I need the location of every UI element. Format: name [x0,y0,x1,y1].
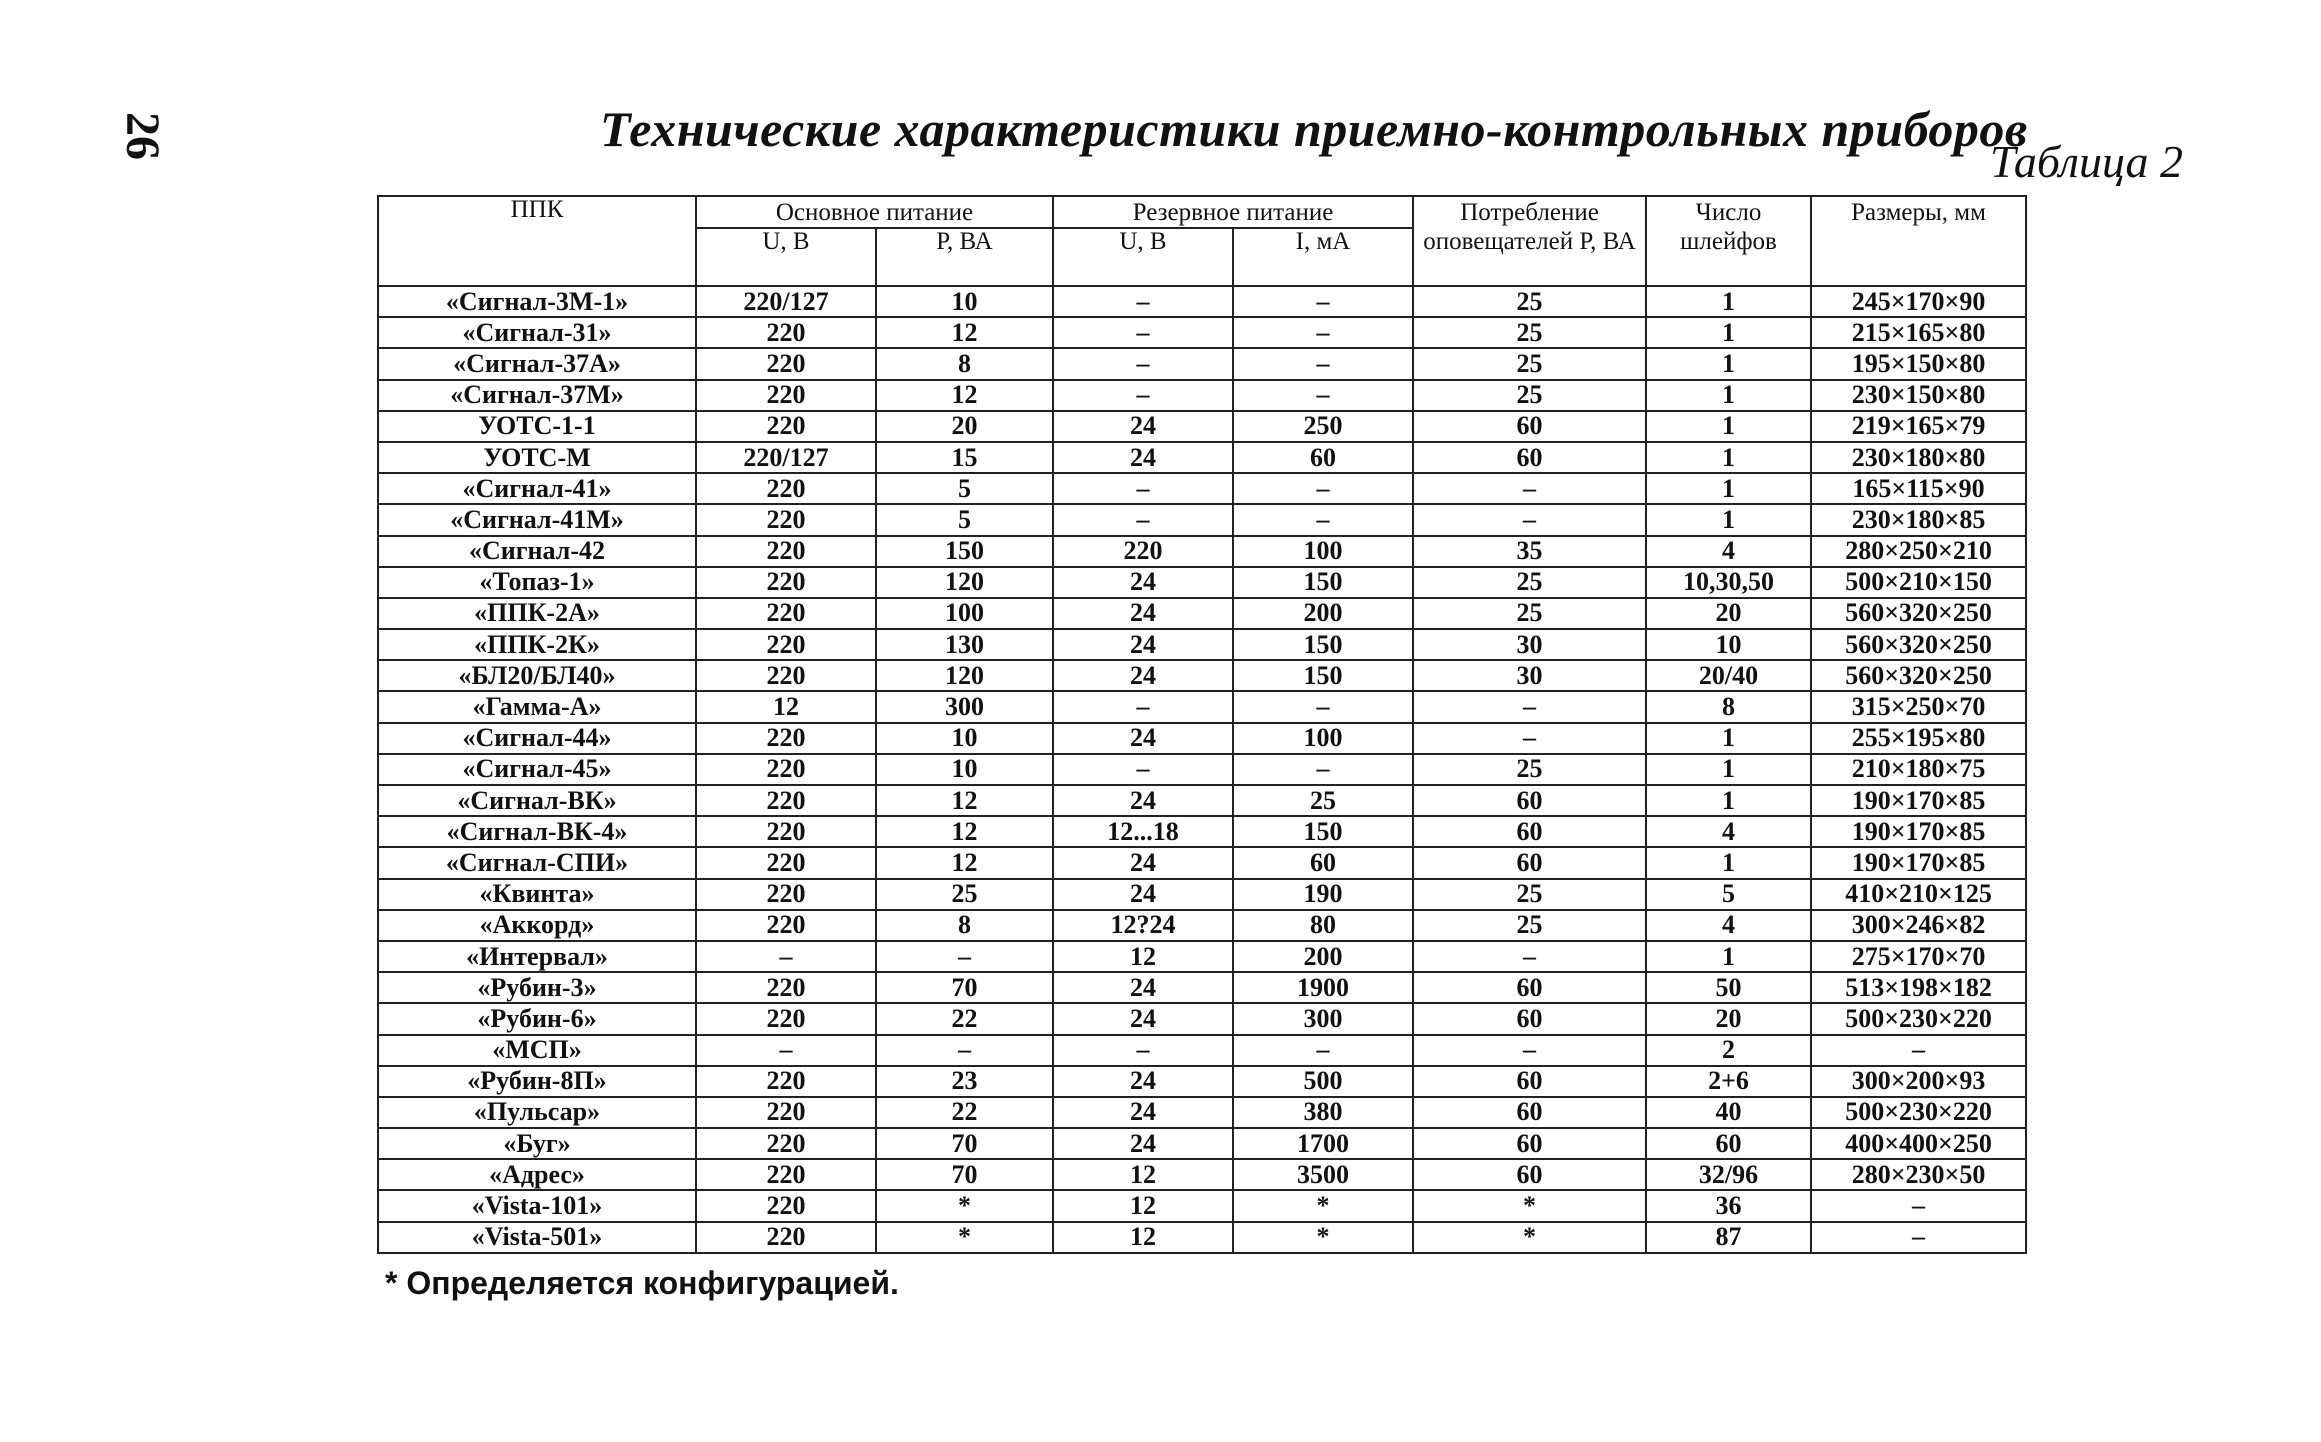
ppk-name-cell: «Аккорд» [378,910,696,941]
ppk-name-cell: «Vista-101» [378,1190,696,1221]
reserve-current-cell: 200 [1233,598,1413,629]
reserve-voltage-cell: 12?24 [1053,910,1233,941]
main-power-cell: 12 [876,785,1053,816]
loop-count-cell: 1 [1646,442,1811,473]
dimensions-cell: 280×250×210 [1811,536,2026,567]
sounder-consumption-cell: 35 [1413,536,1646,567]
ppk-name-cell: «ППК-2А» [378,598,696,629]
table-row [378,1222,2026,1253]
ppk-name-cell: «Рубин-3» [378,972,696,1003]
reserve-voltage-cell: 24 [1053,411,1233,442]
reserve-voltage-cell: – [1053,504,1233,535]
loop-count-cell: 60 [1646,1128,1811,1159]
ppk-name-cell: «Рубин-8П» [378,1066,696,1097]
main-voltage-cell: 12 [696,691,876,722]
reserve-voltage-cell: 24 [1053,785,1233,816]
reserve-current-cell: 60 [1233,847,1413,878]
table-row [378,879,2026,910]
reserve-current-cell: 500 [1233,1066,1413,1097]
table-row [378,723,2026,754]
loop-count-cell: 10,30,50 [1646,567,1811,598]
main-voltage-cell: 220 [696,1003,876,1034]
header-size: Размеры, мм [1811,196,2026,286]
main-power-cell: – [876,1035,1053,1066]
reserve-voltage-cell: 12 [1053,1190,1233,1221]
main-voltage-cell: 220 [696,504,876,535]
dimensions-cell: 315×250×70 [1811,691,2026,722]
main-power-cell: 12 [876,847,1053,878]
sounder-consumption-cell: 60 [1413,972,1646,1003]
ppk-name-cell: «Интервал» [378,941,696,972]
main-power-cell: 10 [876,286,1053,317]
loop-count-cell: 4 [1646,816,1811,847]
reserve-current-cell: 200 [1233,941,1413,972]
reserve-voltage-cell: 24 [1053,660,1233,691]
sounder-consumption-cell: – [1413,691,1646,722]
dimensions-cell: – [1811,1190,2026,1221]
reserve-voltage-cell: – [1053,473,1233,504]
header-u-reserve: U, В [1053,228,1233,286]
ppk-name-cell: «БЛ20/БЛ40» [378,660,696,691]
table-row [378,754,2026,785]
loop-count-cell: 1 [1646,785,1811,816]
reserve-voltage-cell: 12 [1053,941,1233,972]
table-row [378,785,2026,816]
loop-count-cell: 1 [1646,847,1811,878]
main-power-cell: 8 [876,910,1053,941]
loop-count-cell: 20 [1646,598,1811,629]
reserve-current-cell: 150 [1233,660,1413,691]
sounder-consumption-cell: 25 [1413,286,1646,317]
dimensions-cell: 500×230×220 [1811,1003,2026,1034]
main-voltage-cell: 220 [696,723,876,754]
table-row [378,1066,2026,1097]
loop-count-cell: 20 [1646,1003,1811,1034]
reserve-current-cell: – [1233,286,1413,317]
table-row [378,567,2026,598]
ppk-name-cell: УОТС-1-1 [378,411,696,442]
ppk-name-cell: «Сигнал-3М-1» [378,286,696,317]
main-power-cell: 12 [876,317,1053,348]
dimensions-cell: 245×170×90 [1811,286,2026,317]
sounder-consumption-cell: 25 [1413,567,1646,598]
ppk-name-cell: «ППК-2К» [378,629,696,660]
table-row [378,910,2026,941]
table-row [378,286,2026,317]
table-row [378,1159,2026,1190]
sounder-consumption-cell: 25 [1413,348,1646,379]
main-voltage-cell: 220 [696,1222,876,1253]
table-row [378,348,2026,379]
reserve-voltage-cell: 24 [1053,1097,1233,1128]
loop-count-cell: 1 [1646,723,1811,754]
reserve-current-cell: 3500 [1233,1159,1413,1190]
sounder-consumption-cell: 60 [1413,785,1646,816]
table-row [378,317,2026,348]
reserve-current-cell: – [1233,691,1413,722]
reserve-current-cell: – [1233,348,1413,379]
reserve-current-cell: – [1233,754,1413,785]
dimensions-cell: 190×170×85 [1811,816,2026,847]
header-u-main: U, В [696,228,876,286]
main-voltage-cell: 220 [696,879,876,910]
sounder-consumption-cell: – [1413,941,1646,972]
dimensions-cell: 280×230×50 [1811,1159,2026,1190]
reserve-voltage-cell: 24 [1053,442,1233,473]
dimensions-cell: 300×246×82 [1811,910,2026,941]
main-voltage-cell: – [696,1035,876,1066]
header-i-reserve: I, мА [1233,228,1413,286]
main-power-cell: 22 [876,1097,1053,1128]
reserve-current-cell: 100 [1233,536,1413,567]
page-number: 26 [116,112,169,160]
main-voltage-cell: 220 [696,847,876,878]
table-label: Таблица 2 [1990,136,2184,187]
header-p-main: Р, ВА [876,228,1053,286]
sounder-consumption-cell: 25 [1413,380,1646,411]
reserve-current-cell: 150 [1233,567,1413,598]
main-voltage-cell: 220 [696,1128,876,1159]
main-power-cell: 23 [876,1066,1053,1097]
header-reserve-power: Резервное питание [1053,196,1413,228]
sounder-consumption-cell: 60 [1413,411,1646,442]
reserve-voltage-cell: 24 [1053,1003,1233,1034]
main-voltage-cell: 220 [696,536,876,567]
loop-count-cell: 2 [1646,1035,1811,1066]
ppk-name-cell: УОТС-М [378,442,696,473]
sounder-consumption-cell: – [1413,473,1646,504]
main-power-cell: 130 [876,629,1053,660]
reserve-current-cell: 60 [1233,442,1413,473]
reserve-voltage-cell: 24 [1053,723,1233,754]
reserve-voltage-cell: 24 [1053,879,1233,910]
dimensions-cell: 255×195×80 [1811,723,2026,754]
sounder-consumption-cell: * [1413,1190,1646,1221]
ppk-name-cell: «Сигнал-37А» [378,348,696,379]
ppk-name-cell: «Сигнал-41» [378,473,696,504]
loop-count-cell: 4 [1646,910,1811,941]
main-power-cell: 150 [876,536,1053,567]
dimensions-cell: 560×320×250 [1811,660,2026,691]
loop-count-cell: 1 [1646,754,1811,785]
table-row [378,629,2026,660]
reserve-voltage-cell: 12...18 [1053,816,1233,847]
main-power-cell: 70 [876,1159,1053,1190]
ppk-name-cell: «Сигнал-41М» [378,504,696,535]
table-row [378,1035,2026,1066]
reserve-current-cell: 1900 [1233,972,1413,1003]
main-power-cell: 22 [876,1003,1053,1034]
table-row [378,1128,2026,1159]
ppk-name-cell: «Сигнал-45» [378,754,696,785]
loop-count-cell: 40 [1646,1097,1811,1128]
footnote: * Определяется конфигурацией. [385,1265,899,1301]
spec-table-body [378,286,2026,1253]
ppk-name-cell: «Vista-501» [378,1222,696,1253]
main-power-cell: 120 [876,567,1053,598]
reserve-current-cell: 25 [1233,785,1413,816]
ppk-name-cell: «Гамма-А» [378,691,696,722]
sounder-consumption-cell: 60 [1413,1097,1646,1128]
spec-table [377,195,2027,1254]
table-row [378,941,2026,972]
reserve-current-cell: 1700 [1233,1128,1413,1159]
table-row [378,536,2026,567]
reserve-current-cell: 100 [1233,723,1413,754]
ppk-name-cell: «Сигнал-42 [378,536,696,567]
sounder-consumption-cell: 25 [1413,598,1646,629]
main-voltage-cell: – [696,941,876,972]
sounder-consumption-cell: – [1413,504,1646,535]
reserve-voltage-cell: – [1053,1035,1233,1066]
main-voltage-cell: 220 [696,411,876,442]
header-consumption: Потребление оповещателей Р, ВА [1413,196,1646,286]
sounder-consumption-cell: – [1413,1035,1646,1066]
main-voltage-cell: 220 [696,816,876,847]
main-voltage-cell: 220 [696,348,876,379]
reserve-voltage-cell: 24 [1053,629,1233,660]
reserve-current-cell: – [1233,473,1413,504]
reserve-current-cell: 150 [1233,816,1413,847]
table-row [378,380,2026,411]
ppk-name-cell: «Сигнал-44» [378,723,696,754]
loop-count-cell: 8 [1646,691,1811,722]
loop-count-cell: 1 [1646,380,1811,411]
dimensions-cell: 410×210×125 [1811,879,2026,910]
main-power-cell: 12 [876,380,1053,411]
reserve-voltage-cell: 12 [1053,1159,1233,1190]
reserve-voltage-cell: – [1053,286,1233,317]
main-power-cell: * [876,1222,1053,1253]
main-voltage-cell: 220 [696,629,876,660]
reserve-voltage-cell: 24 [1053,847,1233,878]
loop-count-cell: 50 [1646,972,1811,1003]
main-power-cell: 70 [876,1128,1053,1159]
dimensions-cell: – [1811,1222,2026,1253]
reserve-current-cell: – [1233,380,1413,411]
loop-count-cell: 1 [1646,504,1811,535]
main-power-cell: 10 [876,723,1053,754]
main-voltage-cell: 220 [696,972,876,1003]
loop-count-cell: 20/40 [1646,660,1811,691]
reserve-current-cell: – [1233,317,1413,348]
sounder-consumption-cell: 25 [1413,879,1646,910]
sounder-consumption-cell: 60 [1413,442,1646,473]
main-power-cell: 5 [876,504,1053,535]
table-row [378,598,2026,629]
header-main-power: Основное питание [696,196,1053,228]
reserve-current-cell: 80 [1233,910,1413,941]
main-power-cell: 25 [876,879,1053,910]
main-power-cell: 10 [876,754,1053,785]
main-voltage-cell: 220 [696,1190,876,1221]
main-voltage-cell: 220 [696,754,876,785]
reserve-current-cell: 190 [1233,879,1413,910]
main-voltage-cell: 220/127 [696,442,876,473]
reserve-voltage-cell: – [1053,754,1233,785]
table-row [378,816,2026,847]
reserve-voltage-cell: 24 [1053,598,1233,629]
ppk-name-cell: «МСП» [378,1035,696,1066]
table-row [378,972,2026,1003]
reserve-voltage-cell: – [1053,380,1233,411]
reserve-voltage-cell: 220 [1053,536,1233,567]
reserve-voltage-cell: 24 [1053,972,1233,1003]
main-power-cell: 15 [876,442,1053,473]
loop-count-cell: 36 [1646,1190,1811,1221]
table-row [378,660,2026,691]
dimensions-cell: 219×165×79 [1811,411,2026,442]
ppk-name-cell: «Сигнал-ВК-4» [378,816,696,847]
header-ppk: ППК [378,196,696,286]
main-power-cell: 20 [876,411,1053,442]
main-voltage-cell: 220 [696,598,876,629]
main-voltage-cell: 220 [696,1097,876,1128]
reserve-voltage-cell: – [1053,348,1233,379]
sounder-consumption-cell: 25 [1413,754,1646,785]
sounder-consumption-cell: – [1413,723,1646,754]
dimensions-cell: 500×210×150 [1811,567,2026,598]
loop-count-cell: 1 [1646,941,1811,972]
dimensions-cell: 190×170×85 [1811,847,2026,878]
ppk-name-cell: «Сигнал-37М» [378,380,696,411]
reserve-current-cell: 380 [1233,1097,1413,1128]
table-row [378,504,2026,535]
main-power-cell: – [876,941,1053,972]
reserve-current-cell: 150 [1233,629,1413,660]
main-voltage-cell: 220/127 [696,286,876,317]
main-voltage-cell: 220 [696,317,876,348]
ppk-name-cell: «Топаз-1» [378,567,696,598]
loop-count-cell: 1 [1646,348,1811,379]
ppk-name-cell: «Рубин-6» [378,1003,696,1034]
main-voltage-cell: 220 [696,1159,876,1190]
table-row [378,442,2026,473]
dimensions-cell: 300×200×93 [1811,1066,2026,1097]
sounder-consumption-cell: 60 [1413,1003,1646,1034]
dimensions-cell: 500×230×220 [1811,1097,2026,1128]
reserve-current-cell: * [1233,1222,1413,1253]
dimensions-cell: 210×180×75 [1811,754,2026,785]
dimensions-cell: 275×170×70 [1811,941,2026,972]
reserve-voltage-cell: – [1053,317,1233,348]
reserve-current-cell: * [1233,1190,1413,1221]
ppk-name-cell: «Квинта» [378,879,696,910]
table-row [378,473,2026,504]
loop-count-cell: 1 [1646,317,1811,348]
loop-count-cell: 1 [1646,411,1811,442]
main-voltage-cell: 220 [696,910,876,941]
ppk-name-cell: «Адрес» [378,1159,696,1190]
table-row [378,847,2026,878]
loop-count-cell: 5 [1646,879,1811,910]
sounder-consumption-cell: 60 [1413,847,1646,878]
main-voltage-cell: 220 [696,1066,876,1097]
main-voltage-cell: 220 [696,660,876,691]
reserve-voltage-cell: – [1053,691,1233,722]
reserve-voltage-cell: 24 [1053,1128,1233,1159]
table-row [378,1190,2026,1221]
reserve-voltage-cell: 24 [1053,567,1233,598]
dimensions-cell: 560×320×250 [1811,598,2026,629]
reserve-current-cell: – [1233,1035,1413,1066]
page-title: Технические характеристики приемно-контрольных приборов [600,101,2028,157]
header-loops: Число шлейфов [1646,196,1811,286]
dimensions-cell: 513×198×182 [1811,972,2026,1003]
main-power-cell: 5 [876,473,1053,504]
loop-count-cell: 4 [1646,536,1811,567]
sounder-consumption-cell: 25 [1413,317,1646,348]
sounder-consumption-cell: 25 [1413,910,1646,941]
main-voltage-cell: 220 [696,473,876,504]
dimensions-cell: 230×180×85 [1811,504,2026,535]
table-row [378,411,2026,442]
dimensions-cell: 400×400×250 [1811,1128,2026,1159]
main-voltage-cell: 220 [696,567,876,598]
loop-count-cell: 1 [1646,473,1811,504]
sounder-consumption-cell: * [1413,1222,1646,1253]
reserve-current-cell: – [1233,504,1413,535]
dimensions-cell: 230×180×80 [1811,442,2026,473]
main-power-cell: 12 [876,816,1053,847]
dimensions-cell: 215×165×80 [1811,317,2026,348]
main-voltage-cell: 220 [696,785,876,816]
table-row [378,691,2026,722]
reserve-voltage-cell: 24 [1053,1066,1233,1097]
sounder-consumption-cell: 30 [1413,629,1646,660]
main-power-cell: * [876,1190,1053,1221]
ppk-name-cell: «Сигнал-31» [378,317,696,348]
loop-count-cell: 2+6 [1646,1066,1811,1097]
dimensions-cell: 195×150×80 [1811,348,2026,379]
main-power-cell: 120 [876,660,1053,691]
loop-count-cell: 1 [1646,286,1811,317]
table-row [378,1097,2026,1128]
dimensions-cell: 230×150×80 [1811,380,2026,411]
dimensions-cell: 190×170×85 [1811,785,2026,816]
main-power-cell: 300 [876,691,1053,722]
table-row [378,1003,2026,1034]
ppk-name-cell: «Сигнал-СПИ» [378,847,696,878]
sounder-consumption-cell: 60 [1413,1066,1646,1097]
sounder-consumption-cell: 60 [1413,1159,1646,1190]
loop-count-cell: 32/96 [1646,1159,1811,1190]
main-power-cell: 70 [876,972,1053,1003]
dimensions-cell: – [1811,1035,2026,1066]
main-power-cell: 100 [876,598,1053,629]
sounder-consumption-cell: 60 [1413,1128,1646,1159]
reserve-current-cell: 300 [1233,1003,1413,1034]
sounder-consumption-cell: 30 [1413,660,1646,691]
sounder-consumption-cell: 60 [1413,816,1646,847]
dimensions-cell: 165×115×90 [1811,473,2026,504]
ppk-name-cell: «Буг» [378,1128,696,1159]
ppk-name-cell: «Пульсар» [378,1097,696,1128]
ppk-name-cell: «Сигнал-ВК» [378,785,696,816]
reserve-voltage-cell: 12 [1053,1222,1233,1253]
main-power-cell: 8 [876,348,1053,379]
loop-count-cell: 10 [1646,629,1811,660]
dimensions-cell: 560×320×250 [1811,629,2026,660]
reserve-current-cell: 250 [1233,411,1413,442]
loop-count-cell: 87 [1646,1222,1811,1253]
main-voltage-cell: 220 [696,380,876,411]
